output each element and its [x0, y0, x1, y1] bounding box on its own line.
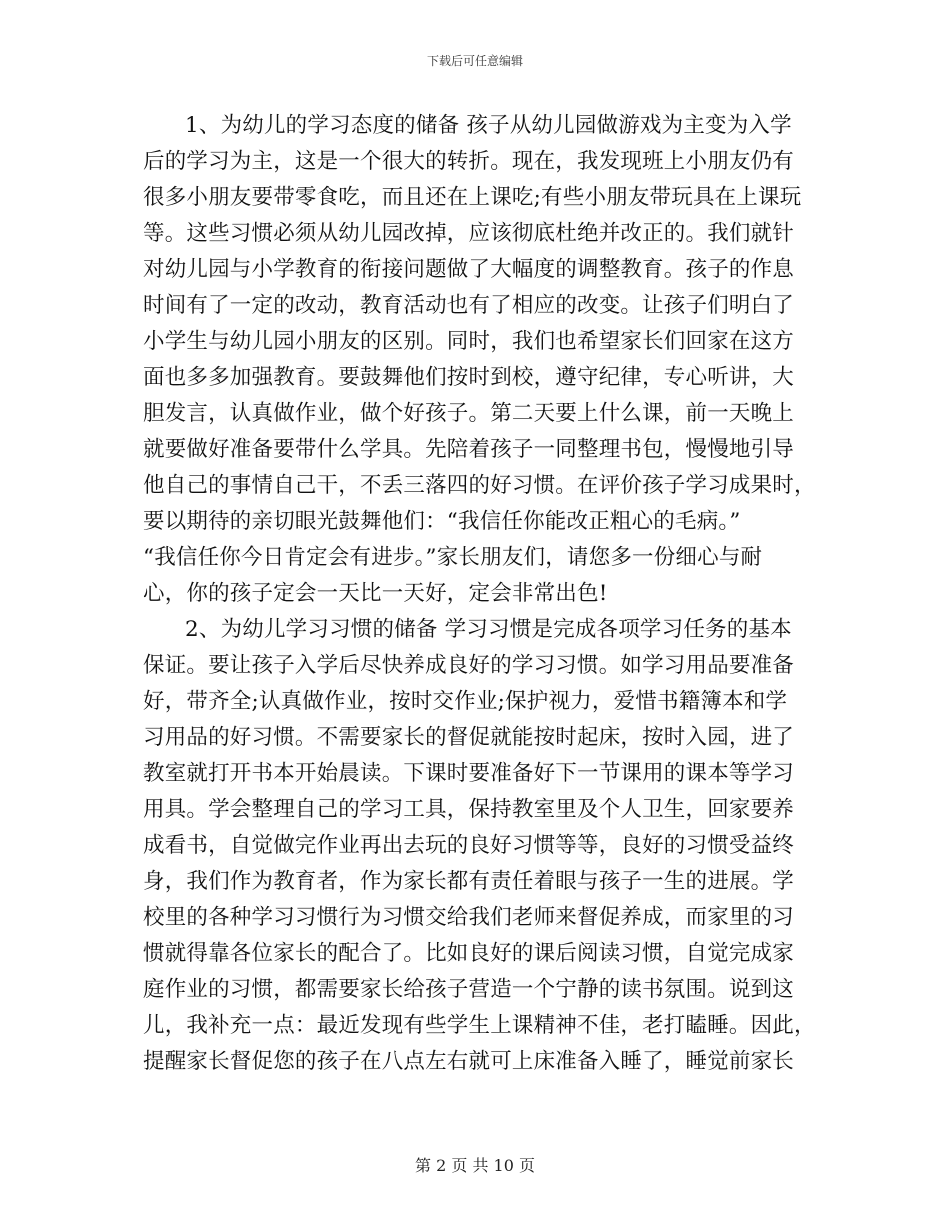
text-line: 提醒家长督促您的孩子在八点左右就可上床准备入睡了，睡觉前家长: [143, 1049, 795, 1074]
text-line: 成看书，自觉做完作业再出去玩的良好习惯等等，良好的习惯受益终: [143, 833, 795, 858]
document-body: [143, 108, 816, 1080]
text-line: 后的学习为主，这是一个很大的转折。现在，我发现班上小朋友仍有: [143, 149, 795, 174]
text-line: 对幼儿园与小学教育的衔接问题做了大幅度的调整教育。孩子的作息: [143, 257, 795, 282]
text-line: 很多小朋友要带零食吃，而且还在上课吃;有些小朋友带玩具在上课玩: [143, 185, 802, 210]
text-line: 1、为幼儿的学习态度的储备 孩子从幼儿园做游戏为主变为入学: [185, 113, 792, 138]
text-line: 身，我们作为教育者，作为家长都有责任着眼与孩子一生的进展。学: [143, 869, 795, 894]
text-line: “我信任你今日肯定会有进步。”家长朋友们，请您多一份细心与耐: [143, 545, 763, 570]
text-line: 时间有了一定的改动，教育活动也有了相应的改变。让孩子们明白了: [143, 293, 795, 318]
text-line: 教室就打开书本开始晨读。下课时要准备好下一节课用的课本等学习: [143, 761, 795, 786]
text-line: 要以期待的亲切眼光鼓舞他们：“我信任你能改正粗心的毛病。”: [143, 509, 741, 534]
text-line: 好，带齐全;认真做作业，按时交作业;保护视力，爱惜书籍簿本和学: [143, 689, 788, 714]
text-line: 心，你的孩子定会一天比一天好，定会非常出色!: [143, 581, 608, 606]
text-line: 就要做好准备要带什么学具。先陪着孩子一同整理书包，慢慢地引导: [143, 437, 795, 462]
text-line: 胆发言，认真做作业，做个好孩子。第二天要上什么课，前一天晚上: [143, 401, 795, 426]
text-line: 面也多多加强教育。要鼓舞他们按时到校，遵守纪律，专心听讲，大: [143, 365, 795, 390]
text-line: 儿，我补充一点：最近发现有些学生上课精神不佳，老打瞌睡。因此，: [143, 1013, 816, 1038]
text-line: 校里的各种学习习惯行为习惯交给我们老师来督促养成，而家里的习: [143, 905, 795, 930]
text-line: 小学生与幼儿园小朋友的区别。同时，我们也希望家长们回家在这方: [143, 329, 795, 354]
text-line: 庭作业的习惯，都需要家长给孩子营造一个宁静的读书氛围。说到这: [143, 977, 795, 1002]
text-line: 等。这些习惯必须从幼儿园改掉，应该彻底杜绝并改正的。我们就针: [143, 221, 795, 246]
text-line: 保证。要让孩子入学后尽快养成良好的学习习惯。如学习用品要准备: [143, 653, 795, 678]
page-number: 第 2 页 共 10 页: [415, 1156, 535, 1175]
text-line: 惯就得靠各位家长的配合了。比如良好的课后阅读习惯，自觉完成家: [143, 941, 795, 966]
text-line: 用具。学会整理自己的学习工具，保持教室里及个人卫生，回家要养: [143, 797, 795, 822]
page-header: 下载后可任意编辑: [426, 54, 523, 68]
text-line: 习用品的好习惯。不需要家长的督促就能按时起床，按时入园，进了: [143, 725, 795, 750]
text-line: 他自己的事情自己干，不丢三落四的好习惯。在评价孩子学习成果时，: [143, 473, 816, 498]
text-line: 2、为幼儿学习习惯的储备 学习习惯是完成各项学习任务的基本: [185, 617, 792, 642]
